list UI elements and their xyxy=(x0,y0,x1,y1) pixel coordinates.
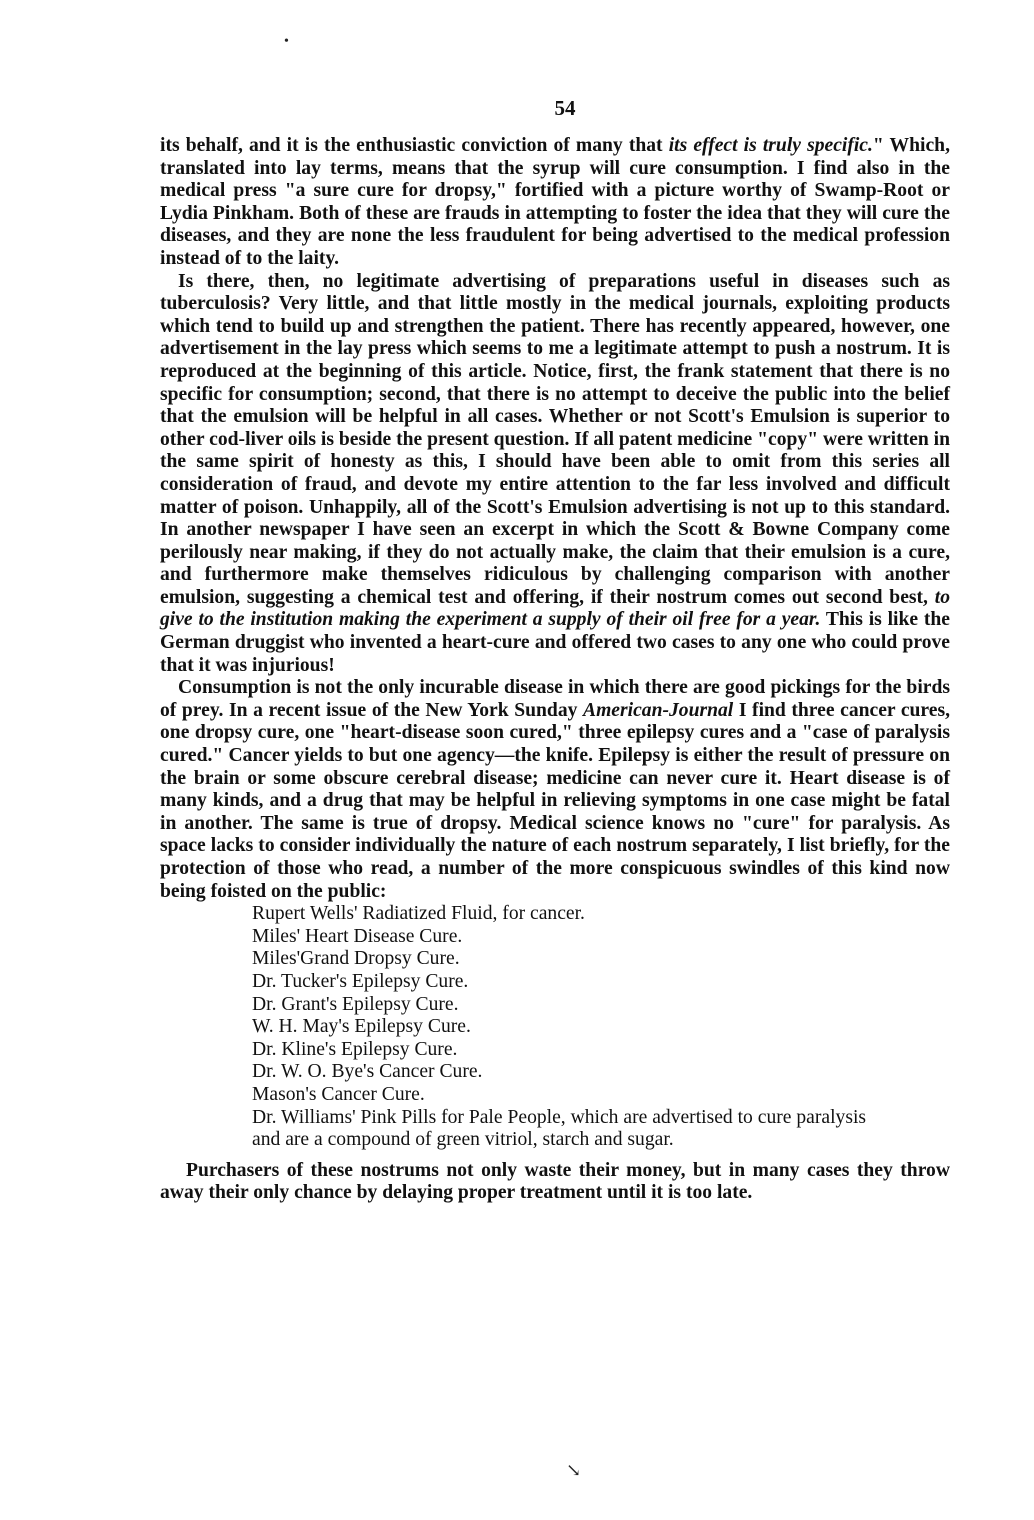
paragraph-2-text-start: Is there, then, no legitimate advertising of preparations useful in diseases such as tuberculosis? Very little, and that little mostly in the medical journals, exploiting products which tend to build up and strengthen the patient. There has recently appeared, however, one advertisement in the lay press which seems to me a legitimate attempt to push a nostrum. It is reproduced at the beginning of this article. Notice, first, the frank statement that there is no specific for consumption; second, that there is no attempt to deceive the public into the belief that the emulsion will be helpful in all cases. Whether or not Scott's Emulsion is superior to other cod-liver oils is beside the present question. If all patent medicine "copy" were written in the same spirit of honesty as this, I should have been able to omit from this series all consideration of fraud, and devote my entire attention to the far less involved and difficult matter of poison. Unhappily, all of the Scott's Emulsion advertising is not up to this standard. In another newspaper I have seen an excerpt in which the Scott & Bowne Company come perilously near making, if they do not actually make, the claim that their emulsion is a cure, and furthermore make themselves ridiculous by challenging comparison with another emulsion, suggesting a chemical test and offering, if their nostrum comes out second best, xyxy=(160,270,950,608)
paragraph-2-emphasis: to give to the institution making the experiment a supply of their oil free for a year. xyxy=(160,586,950,631)
paragraph-1-emphasis: its effect is truly specific. xyxy=(668,135,873,156)
list-item: Rupert Wells' Radiatized Fluid, for cancer. xyxy=(252,903,585,925)
list-item: Miles' Heart Disease Cure. xyxy=(252,925,463,947)
list-item: Dr. Williams' Pink Pills for Pale People, which are advertised to cure paralysis and are a compound of green vitriol, starch and sugar. xyxy=(252,1106,867,1151)
scan-speck-top: • xyxy=(284,34,289,49)
list-item: Dr. Kline's Epilepsy Cure. xyxy=(252,1038,458,1060)
paragraph-1 xyxy=(160,135,950,271)
list-item: Mason's Cancer Cure. xyxy=(252,1083,425,1105)
list-item: Dr. Tucker's Epilepsy Cure. xyxy=(252,970,469,992)
paragraph-2 xyxy=(160,271,950,678)
page-number: 54 xyxy=(554,96,576,120)
paragraph-3-text-end: I find three cancer cures, one dropsy cure, one "heart-disease soon cured," three epilepsy cures and a "case of paralysis cured." Cancer yields to but one agency—the knife. Epilepsy is either the result of pressure on the brain or some obscure cerebral disease; medicine can never cure it. Heart disease is of many kinds, and a drug that may be helpful in relieving symptoms in one case might be fatal in another. The same is true of dropsy. Medical science knows no "cure" for paralysis. As space lacks to consider individually the nature of each nostrum separately, I list briefly, for the protection of those who read, a number of the more conspicuous swindles of this kind now being foisted on the public: xyxy=(160,699,950,902)
document-page xyxy=(160,95,950,1205)
list-item: Miles'Grand Dropsy Cure. xyxy=(252,948,460,970)
nostrum-list xyxy=(252,903,872,1152)
paragraph-2-text-end: This is like the German druggist who invented a heart-cure and offered two cases to any one who could prove that it was injurious! xyxy=(160,609,950,676)
paragraph-3 xyxy=(160,677,950,903)
paragraph-3-emphasis: American-Journal xyxy=(583,699,734,721)
list-item: W. H. May's Epilepsy Cure. xyxy=(252,1016,471,1038)
list-item: Dr. W. O. Bye's Cancer Cure. xyxy=(252,1061,483,1083)
closing-paragraph: Purchasers of these nostrums not only waste their money, but in many cases they throw away their only chance by delaying proper treatment until it is too late. xyxy=(160,1159,950,1204)
paragraph-1-text-end: " Which, translated into lay terms, means that the syrup will cure consumption. I find also in the medical press "a sure cure for dropsy," fortified with a picture worthy of Swamp-Root or Lydia Pinkham. Both of these are frauds in attempting to foster the idea that they will cure the diseases, and they are none the less fraudulent for being advertised to the medical profession instead of to the laity. xyxy=(160,135,950,269)
paragraph-3-text-start: Consumption is not the only incurable disease in which there are good pickings for the birds of prey. In a recent issue of the New York Sunday xyxy=(160,677,950,721)
list-item: Dr. Grant's Epilepsy Cure. xyxy=(252,993,459,1015)
paragraph-1-text-start: its behalf, and it is the enthusiastic conviction of many that xyxy=(160,135,669,156)
scan-speck-bottom: ↘ xyxy=(566,1460,582,1480)
